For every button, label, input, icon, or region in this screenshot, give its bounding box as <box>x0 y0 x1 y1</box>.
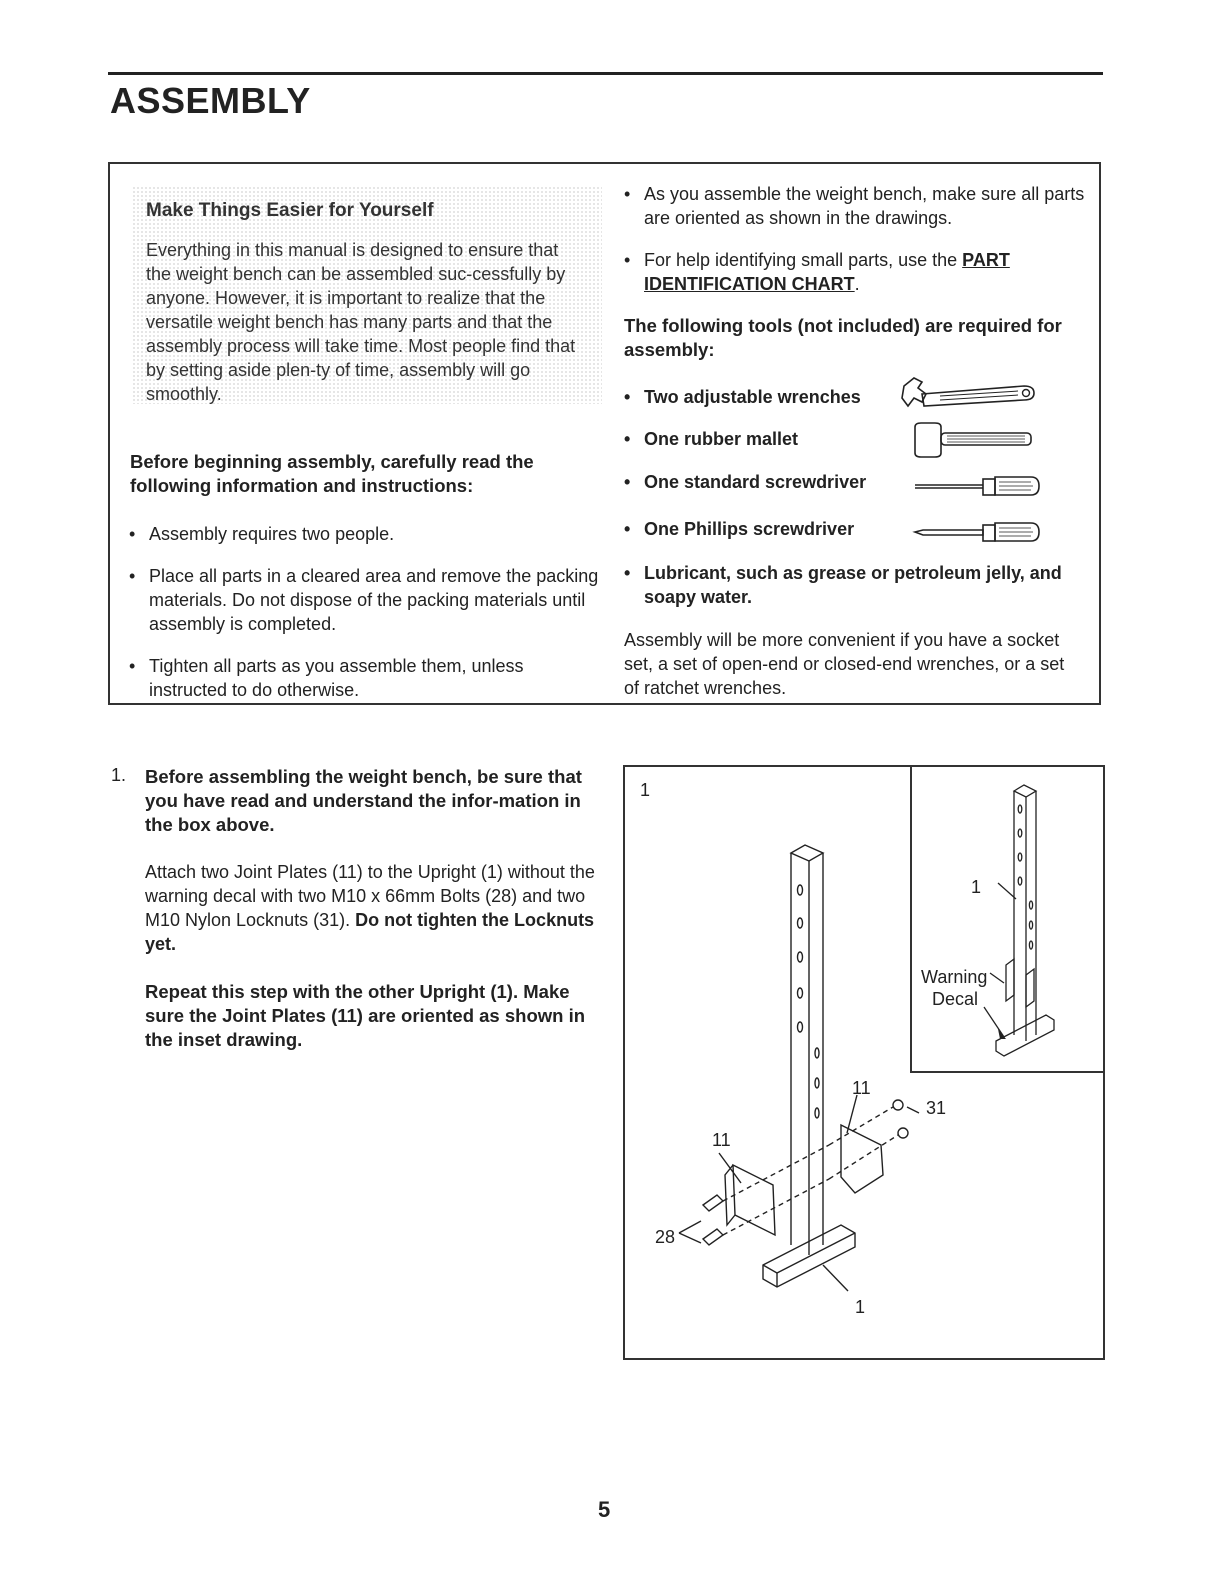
bullet-dot-icon: • <box>624 472 631 492</box>
inset-decal-line1: Warning <box>921 967 988 987</box>
bullet-text: As you assemble the weight bench, make sure all parts are oriented as shown in the drawings. <box>644 184 1085 228</box>
list-item <box>624 561 1084 609</box>
inset-upright-drawing <box>910 765 1105 1073</box>
bullet-dot-icon: • <box>129 524 136 544</box>
step1-heading: Before assembling the weight bench, be sure that you have read and understand the infor-mation in the box above. <box>145 766 582 835</box>
step1-body <box>145 860 595 956</box>
tools-heading: The following tools (not included) are required for assembly: <box>624 315 1062 360</box>
bullet-text: Place all parts in a cleared area and remove the packing materials. Do not dispose of the packing materials until assembly is completed. <box>149 566 599 634</box>
bullet-text: Tighten all parts as you assemble them, unless instructed to do otherwise. <box>149 656 524 700</box>
list-item <box>624 470 867 494</box>
tip-box <box>132 186 602 404</box>
step1-warning: Do not tighten the Locknuts yet. <box>145 910 595 954</box>
list-item <box>129 654 599 702</box>
bullet-text: For help identifying small parts, use the <box>644 250 963 270</box>
title-rule <box>108 72 1103 75</box>
list-item <box>129 522 599 546</box>
inset-decal-line2: Decal <box>932 989 979 1009</box>
list-item <box>624 182 1089 230</box>
list-item <box>624 385 861 409</box>
inset-callout-upright: 1 <box>971 877 982 897</box>
figure-step-label: 1 <box>640 780 651 800</box>
callout-plate-left: 11 <box>712 1130 731 1150</box>
bullet-text: . <box>854 274 860 294</box>
step1-body-text: Attach two Joint Plates (11) to the Upright (1) without the warning decal with two M10 x 66mm Bolts (28) and two M10 Nylon Locknuts (31). <box>145 862 595 930</box>
bullet-dot-icon: • <box>624 184 631 204</box>
tool-label: One standard screwdriver <box>644 472 867 492</box>
callout-locknut: 31 <box>926 1098 947 1118</box>
bullet-dot-icon: • <box>624 519 631 539</box>
list-item <box>624 248 1064 296</box>
callout-bolt: 28 <box>655 1227 676 1247</box>
tool-label: One Phillips screwdriver <box>644 519 855 539</box>
bullet-dot-icon: • <box>624 387 631 407</box>
phillips-screwdriver-icon <box>913 519 1043 545</box>
tool-label: Two adjustable wrenches <box>644 387 861 407</box>
callout-upright: 1 <box>855 1297 866 1317</box>
page-title: ASSEMBLY <box>110 80 311 121</box>
step1-repeat: Repeat this step with the other Upright (1). Make sure the Joint Plates (11) are oriented as shown in the inset drawing. <box>145 981 586 1050</box>
adjustable-wrench-icon <box>900 376 1040 416</box>
tool-label: One rubber mallet <box>644 429 799 449</box>
bullet-dot-icon: • <box>624 250 631 270</box>
part-identification-chart-link[interactable]: PART IDENTIFICATION CHART <box>644 250 1010 294</box>
before-beginning-intro: Before beginning assembly, carefully read the following information and instructions: <box>130 451 534 496</box>
list-item <box>129 564 599 636</box>
standard-screwdriver-icon <box>913 473 1043 499</box>
tip-body: Everything in this manual is designed to ensure that the weight bench can be assembled suc-cessfully by anyone. However, it is important to realize that the versatile weight bench has many parts and that the assembly process will take time. Most people find that by setting aside plen-ty of time, assembly will go smoothly. <box>146 240 576 404</box>
rubber-mallet-icon <box>913 421 1035 459</box>
list-item <box>624 427 799 451</box>
bullet-dot-icon: • <box>129 566 136 586</box>
bullet-dot-icon: • <box>624 563 631 583</box>
list-item <box>624 517 855 541</box>
bullet-text: Assembly requires two people. <box>149 524 395 544</box>
bullet-dot-icon: • <box>624 429 631 449</box>
bullet-dot-icon: • <box>129 656 136 676</box>
page-number: 5 <box>598 1497 611 1522</box>
step-number: 1. <box>111 765 127 785</box>
bullet-text: Lubricant, such as grease or petroleum jelly, and soapy water. <box>644 563 1062 607</box>
tip-heading: Make Things Easier for Yourself <box>146 200 434 221</box>
callout-plate-right: 11 <box>852 1078 871 1098</box>
convenience-note: Assembly will be more convenient if you have a socket set, a set of open-end or closed-end wrenches, or a set of ratchet wrenches. <box>624 630 1065 698</box>
